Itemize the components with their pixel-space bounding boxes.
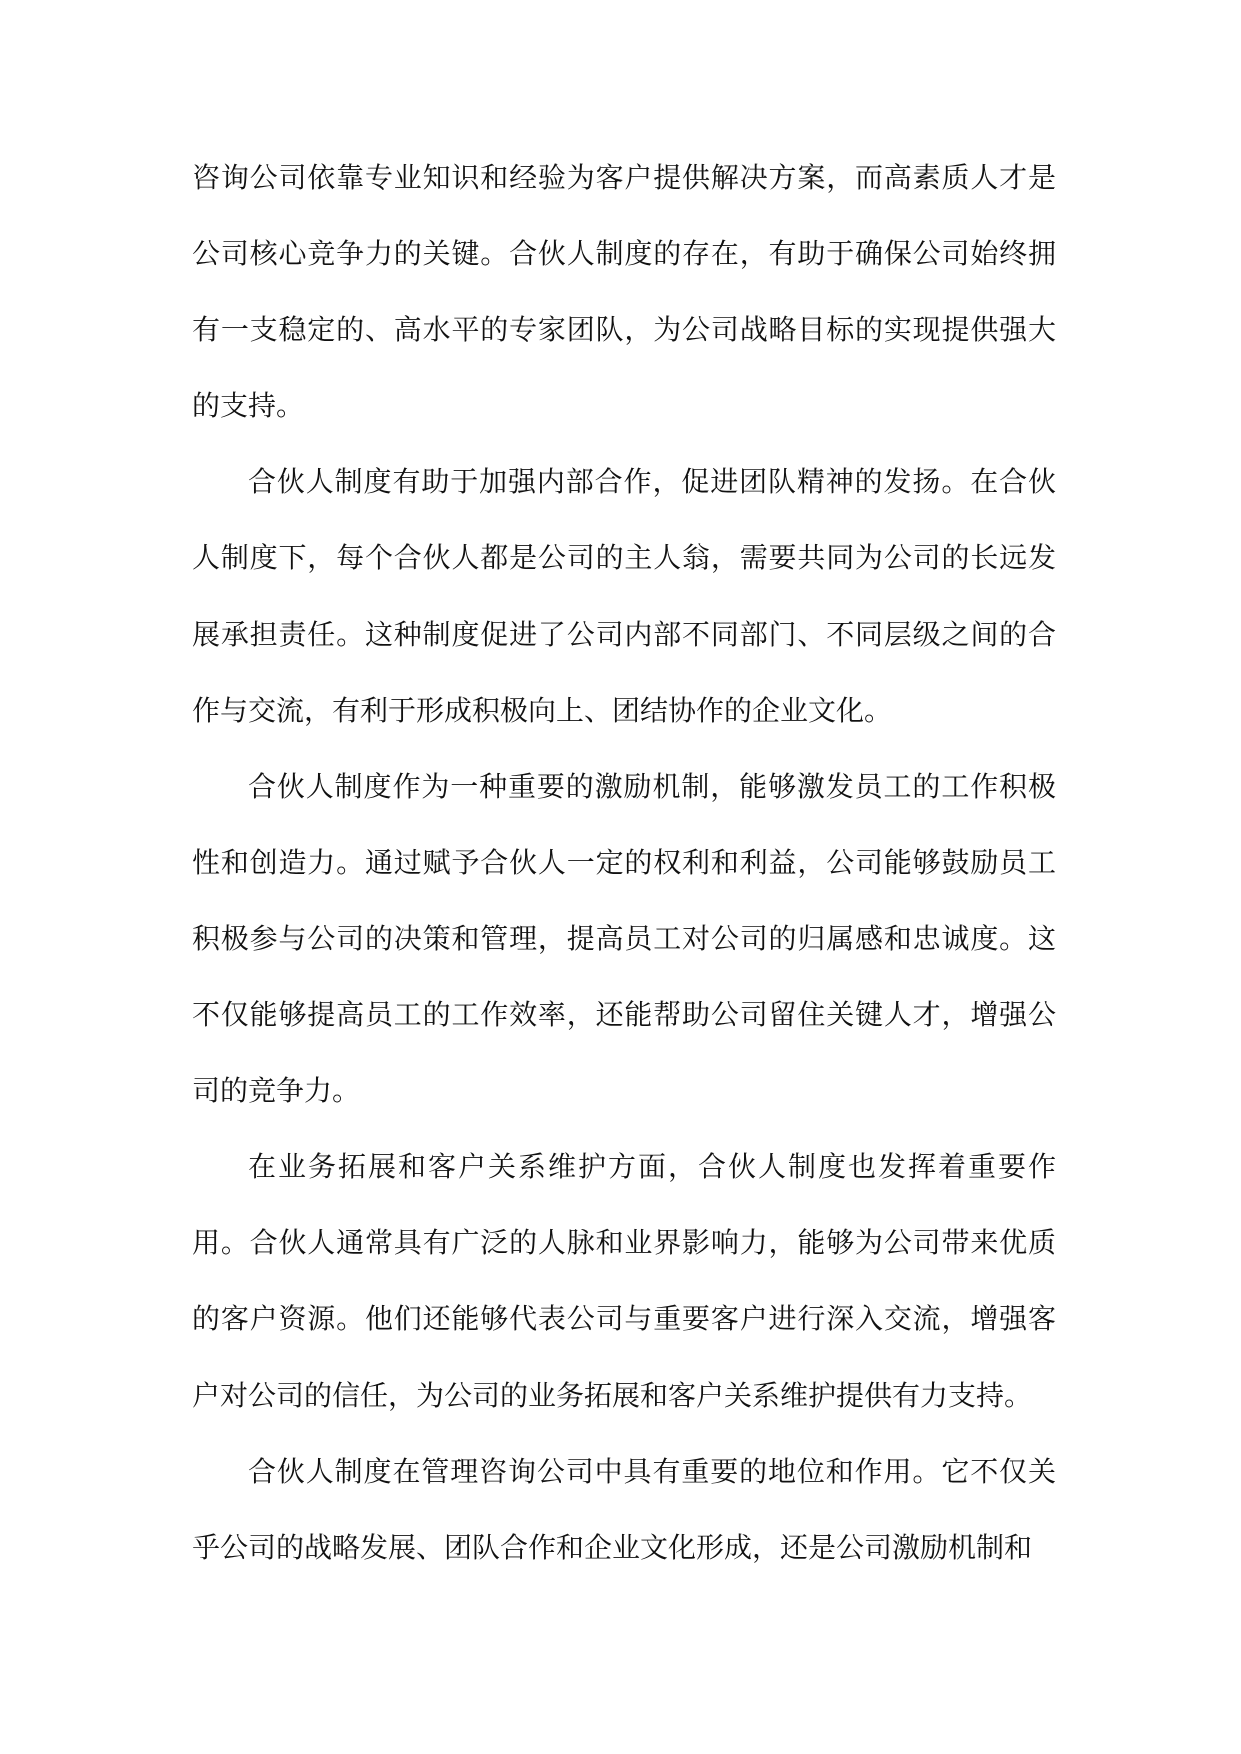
paragraph-5: 合伙人制度在管理咨询公司中具有重要的地位和作用。它不仅关乎公司的战略发展、团队合作和企业文化形成，还是公司激励机制和 (192, 1454, 1056, 1564)
document-body (192, 140, 1056, 1586)
paragraph-3: 合伙人制度作为一种重要的激励机制，能够激发员工的工作积极性和创造力。通过赋予合伙人一定的权利和利益，公司能够鼓励员工积极参与公司的决策和管理，提高员工对公司的归属感和忠诚度。这不仅能够提高员工的工作效率，还能帮助公司留住关键人才，增强公司的竞争力。 (192, 769, 1056, 1108)
paragraph-1: 咨询公司依靠专业知识和经验为客户提供解决方案，而高素质人才是公司核心竞争力的关键。合伙人制度的存在，有助于确保公司始终拥有一支稳定的、高水平的专家团队，为公司战略目标的实现提供强大的支持。 (192, 161, 1056, 423)
paragraph-2: 合伙人制度有助于加强内部合作，促进团队精神的发扬。在合伙人制度下，每个合伙人都是公司的主人翁，需要共同为公司的长远发展承担责任。这种制度促进了公司内部不同部门、不同层级之间的合作与交流，有利于形成积极向上、团结协作的企业文化。 (192, 465, 1056, 727)
paragraph-4: 在业务拓展和客户关系维护方面，合伙人制度也发挥着重要作用。合伙人通常具有广泛的人脉和业界影响力，能够为公司带来优质的客户资源。他们还能够代表公司与重要客户进行深入交流，增强客户对公司的信任，为公司的业务拓展和客户关系维护提供有力支持。 (192, 1150, 1056, 1412)
